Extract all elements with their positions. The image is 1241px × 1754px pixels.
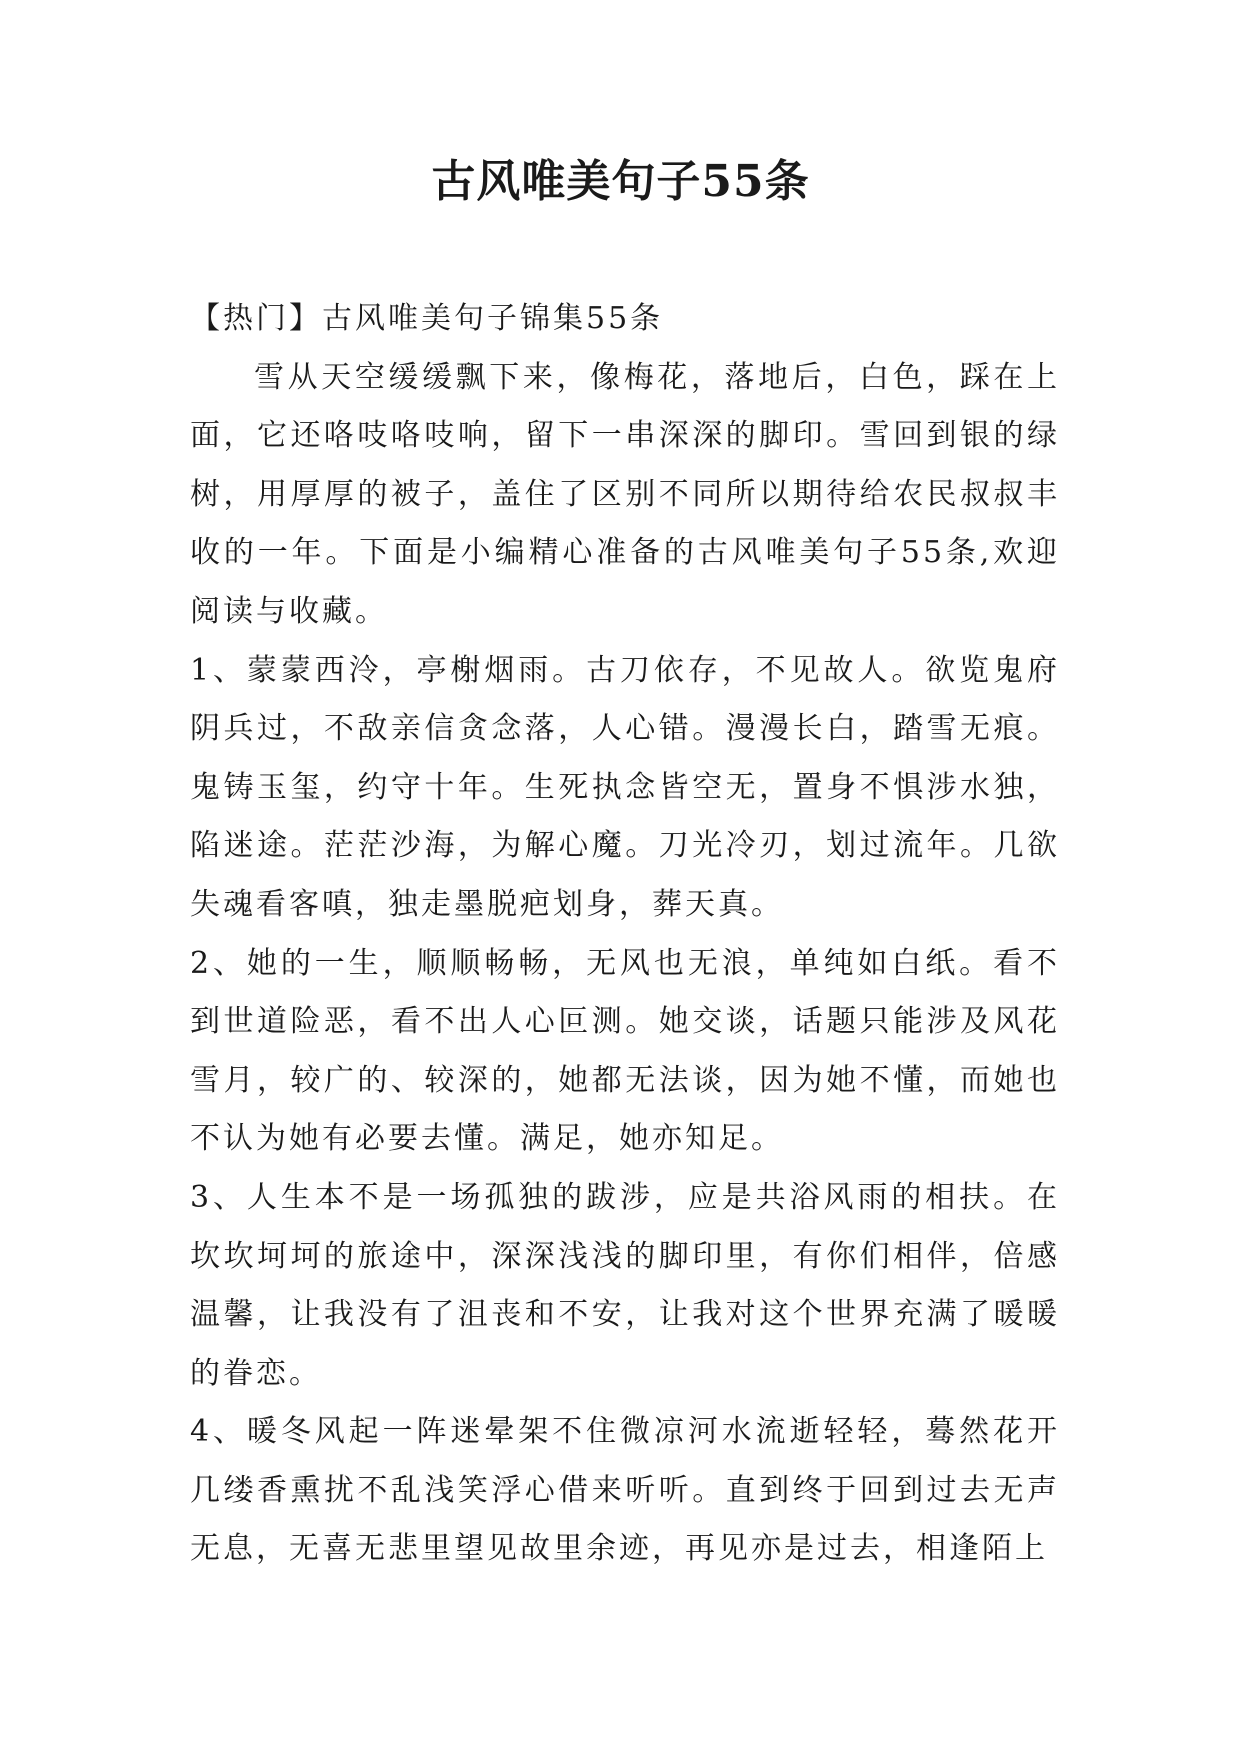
intro-paragraph: 雪从天空缓缓飘下来，像梅花，落地后，白色，踩在上面，它还咯吱咯吱响，留下一串深深的脚印。雪回到银的绿树，用厚厚的被子，盖住了区别不同所以期待给农民叔叔丰收的一年。下面是小编精心准备的古风唯美句子55条,欢迎阅读与收藏。	[190, 359, 1060, 629]
list-item-1: 1、蒙蒙西泠，亭榭烟雨。古刀依存，不见故人。欲览鬼府阴兵过，不敌亲信贪念落，人心错。漫漫长白，踏雪无痕。鬼铸玉玺，约守十年。生死执念皆空无，置身不惧涉水独，陷迷途。茫茫沙海，为解心魔。刀光冷刃，划过流年。几欲失魂看客嗔，独走墨脱疤划身，葬天真。	[190, 652, 1060, 922]
document-body	[190, 290, 1060, 1579]
list-item-4: 4、暖冬风起一阵迷晕架不住微凉河水流逝轻轻，蓦然花开几缕香熏扰不乱浅笑浮心借来听听。直到终于回到过去无声无息，无喜无悲里望见故里余迹，再见亦是过去，相逢陌上	[190, 1414, 1060, 1567]
list-item-3: 3、人生本不是一场孤独的跋涉，应是共浴风雨的相扶。在坎坎坷坷的旅途中，深深浅浅的脚印里，有你们相伴，倍感温馨，让我没有了沮丧和不安，让我对这个世界充满了暖暖的眷恋。	[190, 1179, 1060, 1391]
document-subtitle: 【热门】古风唯美句子锦集55条	[190, 301, 664, 336]
list-item-2: 2、她的一生，顺顺畅畅，无风也无浪，单纯如白纸。看不到世道险恶，看不出人心叵测。她交谈，话题只能涉及风花雪月，较广的、较深的，她都无法谈，因为她不懂，而她也不认为她有必要去懂。满足，她亦知足。	[190, 945, 1060, 1157]
document-title: 古风唯美句子55条	[431, 156, 810, 207]
